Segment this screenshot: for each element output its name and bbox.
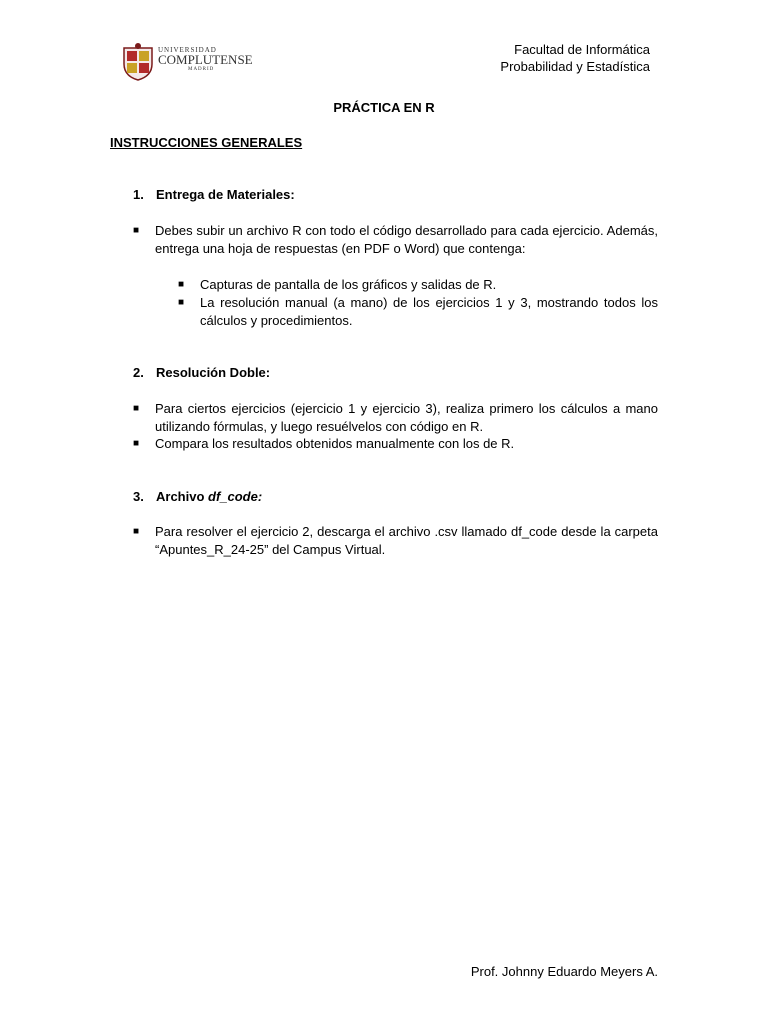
list-item xyxy=(133,435,658,453)
section-title-italic: df_code: xyxy=(208,489,263,504)
bullet-icon: ■ xyxy=(133,225,140,236)
list-item xyxy=(133,400,658,436)
university-logo xyxy=(118,42,253,82)
sub-list-item xyxy=(178,276,658,294)
section-title-prefix: Archivo xyxy=(156,489,209,504)
list-item-text: Debes subir un archivo R con todo el código desarrollado para cada ejercicio. Además, entrega una hoja de respuestas (en PDF o Word) que contenga: xyxy=(155,223,658,256)
general-instructions-heading: INSTRUCCIONES GENERALES xyxy=(110,135,303,150)
header-info xyxy=(500,41,650,75)
bullet-icon: ■ xyxy=(178,297,185,308)
page-title: PRÁCTICA EN R xyxy=(333,100,435,115)
list-item-text: Para ciertos ejercicios (ejercicio 1 y ejercicio 3), realiza primero los cálculos a mano utilizando fórmulas, y luego resuélvelos con código en R. xyxy=(155,401,658,434)
bullet-icon: ■ xyxy=(133,526,140,537)
list-item-text: Para resolver el ejercicio 2, descarga el archivo .csv llamado df_code desde la carpeta “Apuntes_R_24-25” del Campus Virtual. xyxy=(155,524,658,557)
list-item-text: Compara los resultados obtenidos manualmente con los de R. xyxy=(155,436,515,451)
bullet-icon: ■ xyxy=(133,438,140,449)
section-number: 3. xyxy=(133,489,144,504)
course-name: Probabilidad y Estadística xyxy=(500,59,650,74)
section-1-heading xyxy=(133,186,295,204)
section-number: 1. xyxy=(133,187,144,202)
section-title: Resolución Doble: xyxy=(156,365,271,380)
section-2-heading xyxy=(133,364,270,382)
section-number: 2. xyxy=(133,365,144,380)
logo-line3: MADRID xyxy=(188,67,215,72)
sub-list-item-text: Capturas de pantalla de los gráficos y salidas de R. xyxy=(200,277,497,292)
footer-author: Prof. Johnny Eduardo Meyers A. xyxy=(470,964,658,979)
section-3-heading xyxy=(133,488,262,506)
logo-line2: COMPLUTENSE xyxy=(158,52,253,67)
bullet-icon: ■ xyxy=(133,403,140,414)
sub-list-item xyxy=(178,294,658,330)
faculty-name: Facultad de Informática xyxy=(514,42,650,57)
section-title: Entrega de Materiales: xyxy=(156,187,295,202)
logo-line1: UNIVERSIDAD xyxy=(158,46,217,54)
list-item xyxy=(133,523,658,559)
sub-list-item-text: La resolución manual (a mano) de los ejercicios 1 y 3, mostrando todos los cálculos y procedimientos. xyxy=(200,295,658,328)
bullet-icon: ■ xyxy=(178,279,185,290)
list-item xyxy=(133,222,658,258)
